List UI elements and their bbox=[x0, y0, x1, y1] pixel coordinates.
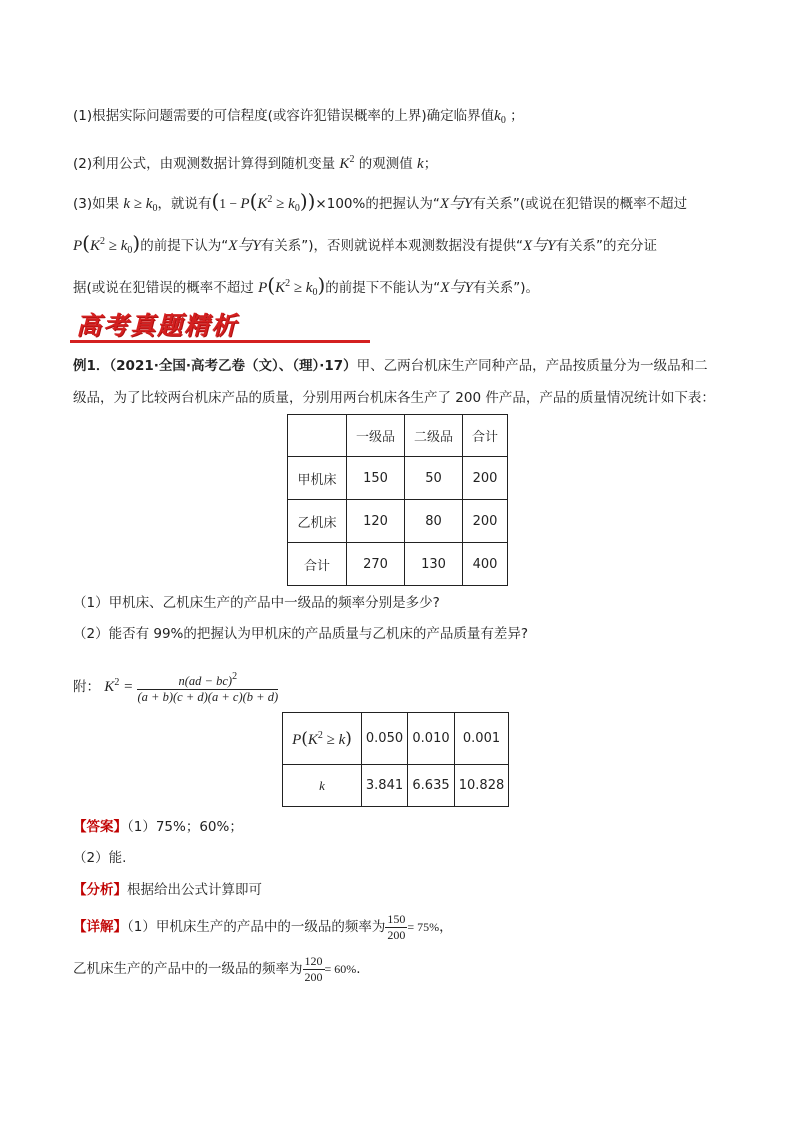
quality-table bbox=[287, 414, 508, 586]
table-row: 甲机床 150 50 200 bbox=[288, 457, 508, 500]
fraction-150-200: $\frac{150}{200}$ bbox=[387, 911, 406, 942]
step-2: (2)利用公式，由观测数据计算得到随机变量 $K^2$ 的观测值 k； bbox=[73, 154, 438, 172]
detail-line-1: 【详解】（1）甲机床生产的产品中的一级品的频率为 $\frac{150}{200}$ = 75%， bbox=[73, 911, 453, 942]
analysis-line: 【分析】根据给出公式计算即可 bbox=[73, 882, 262, 898]
fraction-120-200: $\frac{120}{200}$ bbox=[304, 953, 323, 984]
step-1: (1)根据实际问题需要的可信程度(或容许犯错误概率的上界)确定临界值$k_0$ ； bbox=[73, 108, 524, 126]
table-row: 合计 270 130 400 bbox=[288, 543, 508, 586]
step-3-line-3: 据(或说在犯错误的概率不超过 $P(K^2 \ge k_0)$的前提下不能认为“X与Y有关系”)。 bbox=[73, 273, 540, 298]
detail-line-2: 乙机床生产的产品中的一级品的频率为 $\frac{120}{200}$ = 60%. bbox=[73, 953, 361, 984]
section-heading: 高考真题精析 bbox=[76, 311, 239, 340]
p-header-cell: $P(K^2 \ge k)$ bbox=[283, 713, 362, 765]
example-source: （2021·全国·高考乙卷（文）、（理）·17） bbox=[109, 358, 357, 374]
table-row: $P(K^2 \ge k)$ 0.050 0.010 0.001 bbox=[283, 713, 509, 765]
formula-fraction: $\frac{n(ad - bc)^2}{(a + b)(c + d)(a + c)(b + d)}$ bbox=[137, 671, 279, 704]
answer-tag: 【答案】 bbox=[73, 819, 127, 835]
critical-value-table bbox=[282, 712, 509, 807]
k2-symbol: $K^2$ bbox=[339, 154, 355, 172]
example-label: 例1． bbox=[73, 358, 110, 374]
answer-line-2: （2）能. bbox=[73, 850, 127, 866]
step-3-line-2: $P(K^2 \ge k_0)$的前提下认为“X与Y有关系”)，否则就说样本观测数据没有提供“X与Y有关系”的充分证 bbox=[73, 231, 657, 256]
probability-expression: $(1 - P(K^2 \ge k_0))$ bbox=[211, 189, 316, 214]
question-1: （1）甲机床、乙机床生产的产品中一级品的频率分别是多少? bbox=[73, 595, 440, 611]
step-3-line-1: (3)如果 $k \ge k_0$，就说有$(1 - P(K^2 \ge k_0))\times 100\%$的把握认为“X与Y有关系”(或说在犯错误的概率不超过 bbox=[73, 189, 688, 214]
table-row: 乙机床 120 80 200 bbox=[288, 500, 508, 543]
section-heading-underline bbox=[70, 340, 370, 343]
example-line-2: 级品，为了比较两台机床产品的质量，分别用两台机床各生产了 200 件产品，产品的质量情况统计如下表： bbox=[73, 390, 715, 406]
table-header-row: 一级品 二级品 合计 bbox=[288, 415, 508, 457]
table-row: k 3.841 6.635 10.828 bbox=[283, 765, 509, 807]
k0-symbol: $k_0$ bbox=[494, 108, 506, 126]
question-2: （2）能否有 99%的把握认为甲机床的产品质量与乙机床的产品质量有差异? bbox=[73, 626, 529, 642]
analysis-tag: 【分析】 bbox=[73, 882, 127, 898]
detail-tag: 【详解】 bbox=[73, 919, 127, 935]
k2-formula: 附： $K^2$ = $\frac{n(ad - bc)^2}{(a + b)(c + d)(a + c)(b + d)}$ bbox=[73, 671, 279, 704]
example-line-1: 例1．（2021·全国·高考乙卷（文）、（理）·17）甲、乙两台机床生产同种产品，产品按质量分为一级品和二 bbox=[73, 358, 708, 374]
answer-line-1: 【答案】（1）75%；60%； bbox=[73, 819, 243, 835]
